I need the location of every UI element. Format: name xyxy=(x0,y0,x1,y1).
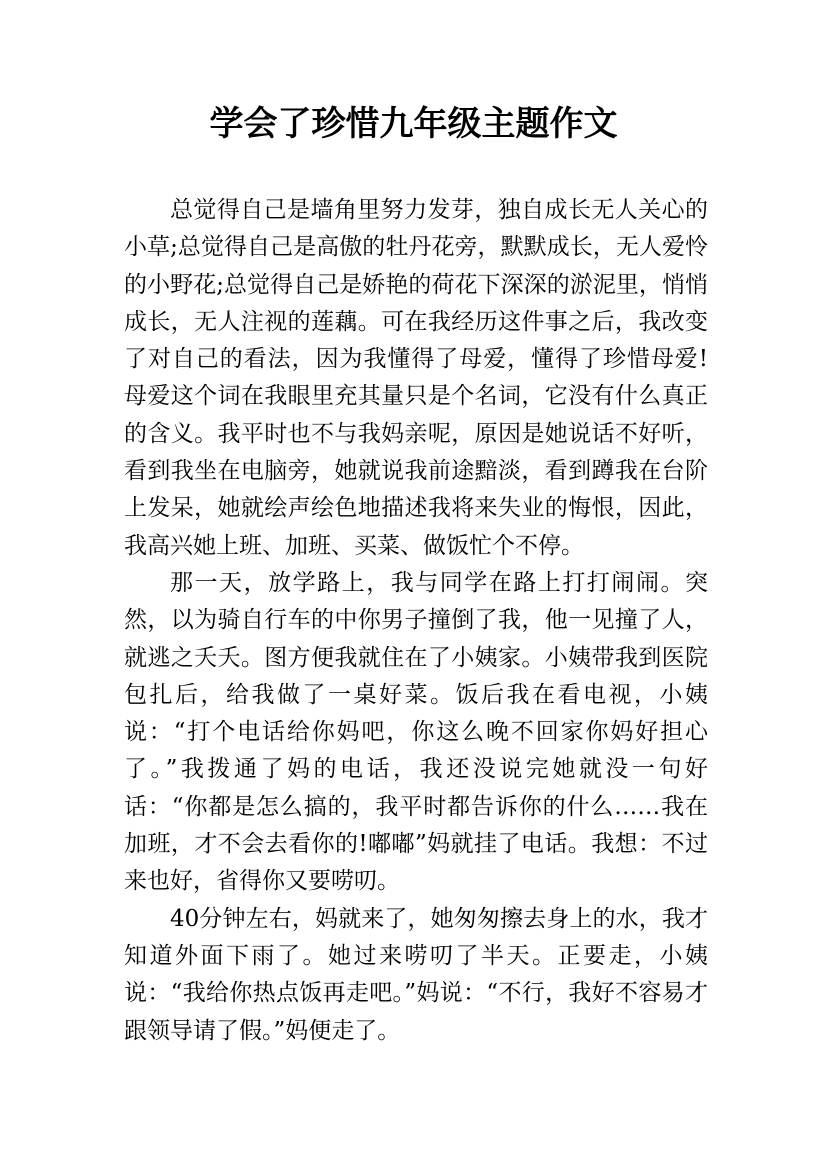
paragraph-3: 40分钟左右，妈就来了，她匆匆擦去身上的水，我才知道外面下雨了。她过来唠叨了半天。正要走，小姨说：“我给你热点饭再走吧。”妈说：“不行，我好不容易才跟领导请了假。”妈便走了。 xyxy=(124,905,708,1044)
paragraph-1: 总觉得自己是墙角里努力发芽，独自成长无人关心的小草;总觉得自己是高傲的牡丹花旁，默默成长，无人爱怜的小野花;总觉得自己是娇艳的荷花下深深的淤泥里，悄悄成长，无人注视的莲藕。可在我经历这件事之后，我改变了对自己的看法，因为我懂得了母爱，懂得了珍惜母爱!母爱这个词在我眼里充其量只是个名词，它没有什么真正的含义。我平时也不与我妈亲呢，原因是她说话不好听，看到我坐在电脑旁，她就说我前途黯淡，看到蹲我在台阶上发呆，她就绘声绘色地描述我将来失业的悔恨，因此，我高兴她上班、加班、买菜、做饭忙个不停。 xyxy=(124,197,708,559)
document-body xyxy=(124,192,708,1050)
paragraph-2: 那一天，放学路上，我与同学在路上打打闹闹。突然，以为骑自行车的中你男子撞倒了我，他一见撞了人，就逃之夭夭。图方便我就住在了小姨家。小姨带我到医院包扎后，给我做了一桌好菜。饭后我在看电视，小姨说：“打个电话给你妈吧，你这么晚不回家你妈好担心了。”我拨通了妈的电话，我还没说完她就没一句好话：“你都是怎么搞的，我平时都告诉你的什么……我在加班，才不会去看你的!嘟嘟”妈就挂了电话。我想：不过来也好，省得你又要唠叨。 xyxy=(124,569,708,895)
document-title: 学会了珍惜九年级主题作文 xyxy=(209,104,618,144)
